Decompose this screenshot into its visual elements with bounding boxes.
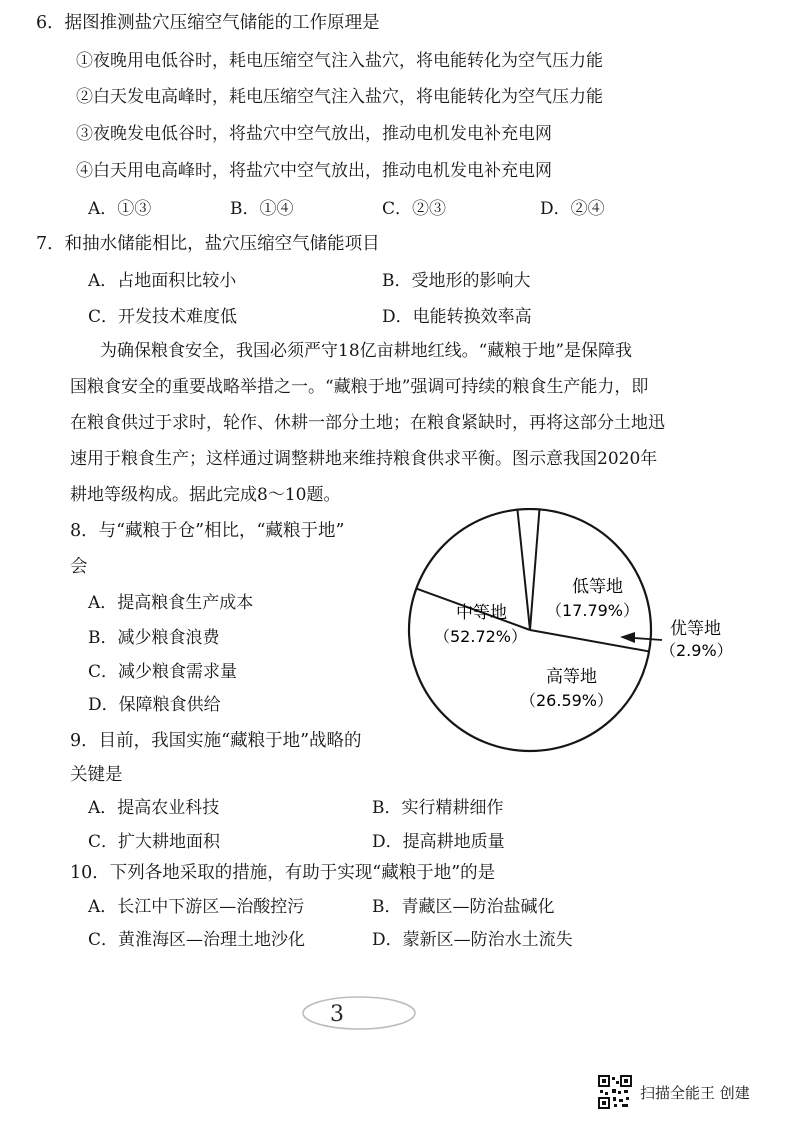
passage-line-3: 在粮食供过于求时，轮作、休耕一部分土地；在粮食紧缺时，再将这部分土地迅 [70, 413, 665, 433]
q10-option-a[interactable]: A．长江中下游区—治酸控污 [88, 897, 305, 917]
q7-stem: 7．和抽水储能相比，盐穴压缩空气储能项目 [36, 234, 380, 254]
passage-line-4: 速用于粮食生产；这样通过调整耕地来维持粮食供求平衡。图示意我国2020年 [70, 449, 658, 469]
q10-option-c[interactable]: C．黄淮海区—治理土地沙化 [88, 930, 306, 950]
q7-option-d[interactable]: D．电能转换效率高 [382, 307, 532, 327]
slice-value-low-grade: （17.79%） [546, 601, 640, 620]
q9-stem-line-2: 关键是 [70, 765, 123, 785]
slice-label-middle-grade: 中等地 [456, 603, 507, 623]
page-number: 3 [330, 1002, 344, 1027]
passage-line-5: 耕地等级构成。据此完成8～10题。 [70, 485, 341, 505]
slice-value-top-grade: （2.9%） [660, 641, 733, 660]
q6-option-a[interactable]: A．①③ [88, 199, 152, 219]
slice-label-low-grade: 低等地 [572, 577, 623, 597]
q9-option-a[interactable]: A．提高农业科技 [88, 798, 220, 818]
q6-option-b[interactable]: B．①④ [230, 199, 294, 219]
q9-stem-line-1: 9．目前，我国实施“藏粮于地”战略的 [70, 731, 362, 751]
farmland-grade-pie-chart [398, 508, 738, 762]
q9-option-d[interactable]: D．提高耕地质量 [372, 832, 505, 852]
scanner-watermark: 扫描全能王 创建 [640, 1084, 750, 1102]
q10-option-d[interactable]: D．蒙新区—防治水土流失 [372, 930, 573, 950]
slice-value-high-grade: （26.59%） [520, 691, 614, 710]
q6-statement-2: ②白天发电高峰时，耗电压缩空气注入盐穴，将电能转化为空气压力能 [76, 87, 603, 107]
q9-option-c[interactable]: C．扩大耕地面积 [88, 832, 221, 852]
q6-statement-4: ④白天用电高峰时，将盐穴中空气放出，推动电机发电补充电网 [76, 161, 552, 181]
q8-stem-line-1: 8．与“藏粮于仓”相比，“藏粮于地” [70, 521, 345, 541]
slice-label-high-grade: 高等地 [546, 667, 597, 687]
q7-option-a[interactable]: A．占地面积比较小 [88, 271, 237, 291]
page-number-badge [300, 994, 418, 1032]
passage-line-2: 国粮食安全的重要战略举措之一。“藏粮于地”强调可持续的粮食生产能力，即 [70, 377, 649, 397]
q8-option-d[interactable]: D．保障粮食供给 [88, 695, 221, 715]
q8-option-b[interactable]: B．减少粮食浪费 [88, 628, 220, 648]
q8-stem-line-2: 会 [70, 557, 88, 577]
slice-label-top-grade: 优等地 [670, 619, 721, 639]
q10-stem: 10．下列各地采取的措施，有助于实现“藏粮于地”的是 [70, 863, 496, 883]
q10-option-b[interactable]: B．青藏区—防治盐碱化 [372, 897, 555, 917]
q6-stem: 6．据图推测盐穴压缩空气储能的工作原理是 [36, 13, 380, 33]
q7-option-b[interactable]: B．受地形的影响大 [382, 271, 531, 291]
q6-option-d[interactable]: D．②④ [540, 199, 605, 219]
q8-option-a[interactable]: A．提高粮食生产成本 [88, 593, 254, 613]
q9-option-b[interactable]: B．实行精耕细作 [372, 798, 504, 818]
slice-value-middle-grade: （52.72%） [434, 627, 528, 646]
q8-option-c[interactable]: C．减少粮食需求量 [88, 662, 238, 682]
q6-option-c[interactable]: C．②③ [382, 199, 447, 219]
passage-line-1: 为确保粮食安全，我国必须严守18亿亩耕地红线。“藏粮于地”是保障我 [100, 341, 633, 361]
q6-statement-3: ③夜晚发电低谷时，将盐穴中空气放出，推动电机发电补充电网 [76, 124, 552, 144]
qr-code-icon [598, 1075, 632, 1109]
q6-statement-1: ①夜晚用电低谷时，耗电压缩空气注入盐穴，将电能转化为空气压力能 [76, 51, 603, 71]
q7-option-c[interactable]: C．开发技术难度低 [88, 307, 238, 327]
